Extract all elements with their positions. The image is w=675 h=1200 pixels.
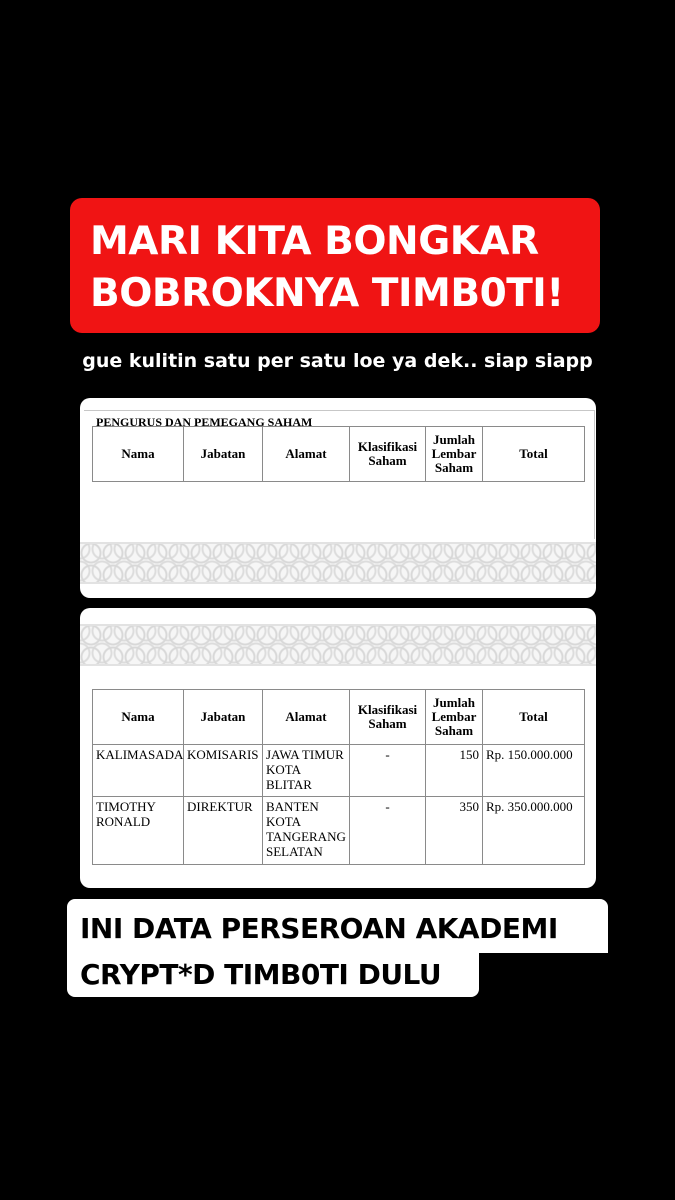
table-header-row bbox=[93, 690, 585, 745]
header-jabatan: Jabatan bbox=[184, 690, 263, 745]
header-alamat: Alamat bbox=[263, 427, 350, 482]
headline-banner bbox=[70, 198, 600, 333]
header-jumlah: Jumlah Lembar Saham bbox=[426, 690, 483, 745]
cell-alamat: JAWA TIMUR KOTA BLITAR bbox=[263, 745, 350, 797]
header-nama: Nama bbox=[93, 690, 184, 745]
subtitle-text: gue kulitin satu per satu loe ya dek.. siap siapp bbox=[82, 350, 593, 372]
document-screenshot-bottom bbox=[80, 608, 596, 888]
table-row bbox=[93, 745, 585, 797]
cell-nama: TIMOTHY RONALD bbox=[93, 797, 184, 865]
cell-jabatan: KOMISARIS bbox=[184, 745, 263, 797]
cell-jabatan: DIREKTUR bbox=[184, 797, 263, 865]
cell-alamat: BANTEN KOTA TANGERANG SELATAN bbox=[263, 797, 350, 865]
cell-nama: KALIMASADA bbox=[93, 745, 184, 797]
header-total: Total bbox=[483, 690, 585, 745]
shareholder-table bbox=[92, 689, 585, 865]
caption-line-1: INI DATA PERSEROAN AKADEMI bbox=[80, 912, 558, 945]
cell-klasifikasi: - bbox=[350, 797, 426, 865]
caption-line-2: CRYPT*D TIMB0TI DULU bbox=[80, 958, 442, 991]
cell-klasifikasi: - bbox=[350, 745, 426, 797]
headline-line-2: BOBROKNYA TIMB0TI! bbox=[90, 271, 564, 316]
header-nama: Nama bbox=[93, 427, 184, 482]
cell-jumlah: 150 bbox=[426, 745, 483, 797]
header-jumlah: Jumlah Lembar Saham bbox=[426, 427, 483, 482]
shareholder-table-empty bbox=[92, 426, 585, 482]
header-klasifikasi: Klasifikasi Saham bbox=[350, 427, 426, 482]
section-title: PENGURUS DAN PEMEGANG SAHAM bbox=[92, 415, 316, 430]
headline-line-1: MARI KITA BONGKAR bbox=[90, 219, 539, 264]
decorative-pattern-band bbox=[80, 542, 596, 584]
document-screenshot-top bbox=[80, 398, 596, 598]
header-jabatan: Jabatan bbox=[184, 427, 263, 482]
cell-jumlah: 350 bbox=[426, 797, 483, 865]
header-alamat: Alamat bbox=[263, 690, 350, 745]
cell-total: Rp. 350.000.000 bbox=[483, 797, 585, 865]
cell-total: Rp. 150.000.000 bbox=[483, 745, 585, 797]
table-row bbox=[93, 797, 585, 865]
header-klasifikasi: Klasifikasi Saham bbox=[350, 690, 426, 745]
decorative-pattern-band bbox=[80, 624, 596, 666]
header-total: Total bbox=[483, 427, 585, 482]
table-header-row bbox=[93, 427, 585, 482]
caption bbox=[80, 906, 558, 998]
